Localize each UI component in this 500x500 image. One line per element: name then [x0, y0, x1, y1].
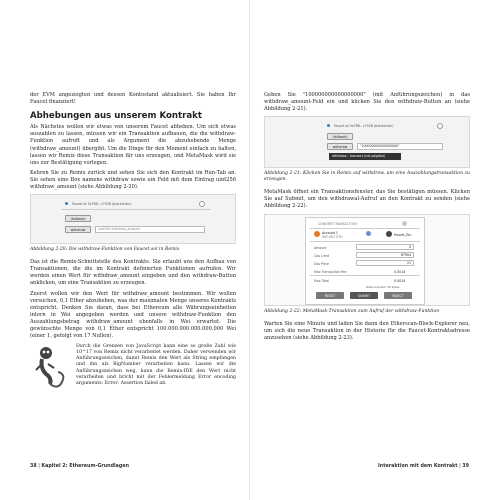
amount-label: Amount [314, 245, 327, 250]
gas-limit-label: Gas Limit [314, 253, 329, 258]
page-number: 38 [30, 464, 37, 469]
amount-field[interactable]: 0 [356, 244, 414, 250]
figure-caption: Abbildung 2-20: Die withdraw-Funktion von Faucet.sol in Remix [30, 247, 180, 253]
withdraw-button[interactable]: withdraw [327, 143, 353, 150]
fallback-button[interactable]: (fallback) [65, 215, 91, 222]
page-number: 39 [462, 464, 469, 469]
figure-2-22 [264, 214, 470, 306]
gas-limit-field[interactable]: 67904 [356, 252, 414, 258]
paragraph: Als Nächstes wollen wir etwas von unserem Faucet abheben. Um sich etwas auszahlen zu lassen, müssen wir ein Transaktion aufbauen, die die withdraw-Funktion aufruft und als Argument die abzuhebende Menge (withdraw_amount) übergibt. Um die Dinge für den Moment einfach zu halten, lassen wir Remix diese Transaktion für uns erzeugen, und MetaMask wird sie uns zur Bestätigung vorlegen. [30, 124, 236, 166]
tip-note [30, 344, 236, 390]
data-included: Data included: 36 bytes [366, 284, 400, 289]
left-column [30, 92, 236, 390]
fallback-button[interactable]: (fallback) [327, 133, 353, 140]
paragraph: Kehren Sie zu Remix zurück und sehen Sie sich den Kontrakt im Run-Tab an. Sie sehen eine Box namens withdraw sowie ein Feld mit dem Eintrag uint256 withdraw_amount (siehe Abbildung 2-20). [30, 169, 236, 191]
figure-caption: Abbildung 2-21: Klicken Sie in Remix auf withdraw, um eine Auszahlungstransaktion zu erzeugen. [264, 171, 470, 183]
paragraph: Das ist die Remix-Schnittstelle des Kontrakts. Sie erlaubt uns den Aufbau von Transaktionen, die die im Kontrakt definierten Funktionen aufrufen. Wir werden einen Wert für withdraw_amount eingeben und den withdraw-Button anklicken, um eine Transaktion zu erzeugen. [30, 259, 236, 287]
footer-separator: | [459, 464, 463, 469]
figure-2-21 [264, 116, 470, 168]
max-fee-value: 0.0014 [394, 269, 406, 274]
reset-button[interactable]: RESET [316, 292, 344, 299]
figure-caption: Abbildung 2-22: MetaMask-Transaktion zum Aufruf der withdraw-Funktion [264, 308, 440, 314]
expand-icon[interactable] [327, 124, 330, 127]
expand-icon[interactable] [65, 202, 68, 205]
max-fee-label: Max Transaction Fee [314, 269, 347, 274]
arrow-icon [366, 231, 371, 236]
reject-button[interactable]: REJECT [384, 292, 412, 299]
submit-button[interactable]: SUBMIT [350, 292, 378, 299]
note-text: Durch die Grenzen von JavaScript kann eine so große Zahl wie 10^17 von Remix nicht verarbeitet werden. Daher verwenden wir Anführungszeichen, damit Remix den Wert als String empfangen und ihn als BigNumber verarbeiten kann. Lassen wir die Anführungszeichen weg, kann die Remix-IDE den Wert nicht verarbeiten und bricht mit der Fehlermeldung Error encoding arguments: Error: Assertion failed ab. [76, 344, 236, 386]
window-title: CONFIRM TRANSACTION [318, 221, 357, 226]
paragraph: MetaMask öffnet ein Transaktionsfenster, das Sie bestätigen müssen. Klicken Sie auf Submit, um den withdrawal-Aufruf an den Kontrakt zu senden (siehe Abbildung 2-22). [264, 189, 470, 210]
copy-icon[interactable] [199, 201, 205, 207]
right-page [250, 0, 500, 500]
avatar [314, 231, 320, 237]
divider [61, 209, 211, 210]
divider [310, 228, 420, 229]
chapter-title: Kapitel 2: Ethereum-Grundlagen [41, 464, 130, 469]
account-balance: 987.651 ETH [322, 234, 343, 239]
right-column [264, 92, 470, 345]
intro-paragraph: der EVM angezeigten und dessen Kontostand aktualisiert. Sie haben Ihr Faucet finanziert! [30, 92, 236, 106]
contract-avatar [386, 231, 392, 237]
contract-label: Faucet at 0x7B6...c792B (blockchain) [72, 202, 132, 207]
footer-separator: | [38, 464, 42, 469]
section-heading: Abhebungen aus unserem Kontrakt [30, 111, 202, 122]
max-total-label: Max Total [314, 278, 330, 283]
gas-price-field[interactable]: 21 [356, 260, 414, 266]
contract-label: Faucet at 0x7B6...c792B (blockchain) [334, 124, 394, 129]
paragraph: Geben Sie "100000000000000000" (mit Anführungszeichen) in das withdraw_amount-Feld ein und klicken Sie den withdraw-Button an (siehe Abbildung 2-21). [264, 92, 470, 113]
withdraw-amount-input[interactable]: uint256 withdraw_amount [95, 226, 205, 233]
section-title: Interaktion mit dem Kontrakt [378, 464, 458, 469]
left-footer [30, 464, 129, 469]
figure-2-20 [30, 194, 236, 244]
metamask-window [305, 217, 425, 305]
withdraw-button[interactable]: withdraw [65, 226, 91, 233]
withdraw-amount-input[interactable]: "100000000000000000" [357, 143, 443, 150]
network-icon [402, 221, 407, 226]
divider [310, 241, 420, 242]
divider [310, 275, 420, 276]
contract-name: Faucet_Etc. [394, 232, 413, 237]
monkey-icon [32, 344, 72, 390]
tooltip: withdraw - transact (not payable) [329, 153, 401, 160]
account-name: Account 1 [322, 230, 338, 235]
copy-icon[interactable] [437, 123, 443, 129]
paragraph: Zuerst wollen wir den Wert für withdraw_amount bestimmen. Wir wollen versuchen, 0,1 Ether abzuheben, was der maximalen Menge unseres Kontrakts entspricht. Denken Sie daran, dass bei Ethereum alle Währungseinheiten intern in Wei angegeben werden und unsere withdraw-Funktion den Auszahlungsbetrag withdraw_amount ebenfalls in Wei erwartet. Die gewünschte Menge von 0,1 Ether entspricht 100.000.000.000.000.000 Wei (einer 1, gefolgt von 17 Nullen). [30, 290, 236, 340]
gas-price-label: Gas Price [314, 261, 329, 266]
right-footer [378, 464, 469, 469]
max-total-value: 0.0014 [394, 278, 406, 283]
paragraph: Warten Sie eine Minute und laden Sie dann den Etherscan-Block-Explorer neu, um sich die neue Transaktion in der Historie für die Faucet-Kontraktadresse anzusehen (siehe Abbildung 2-23). [264, 320, 470, 341]
